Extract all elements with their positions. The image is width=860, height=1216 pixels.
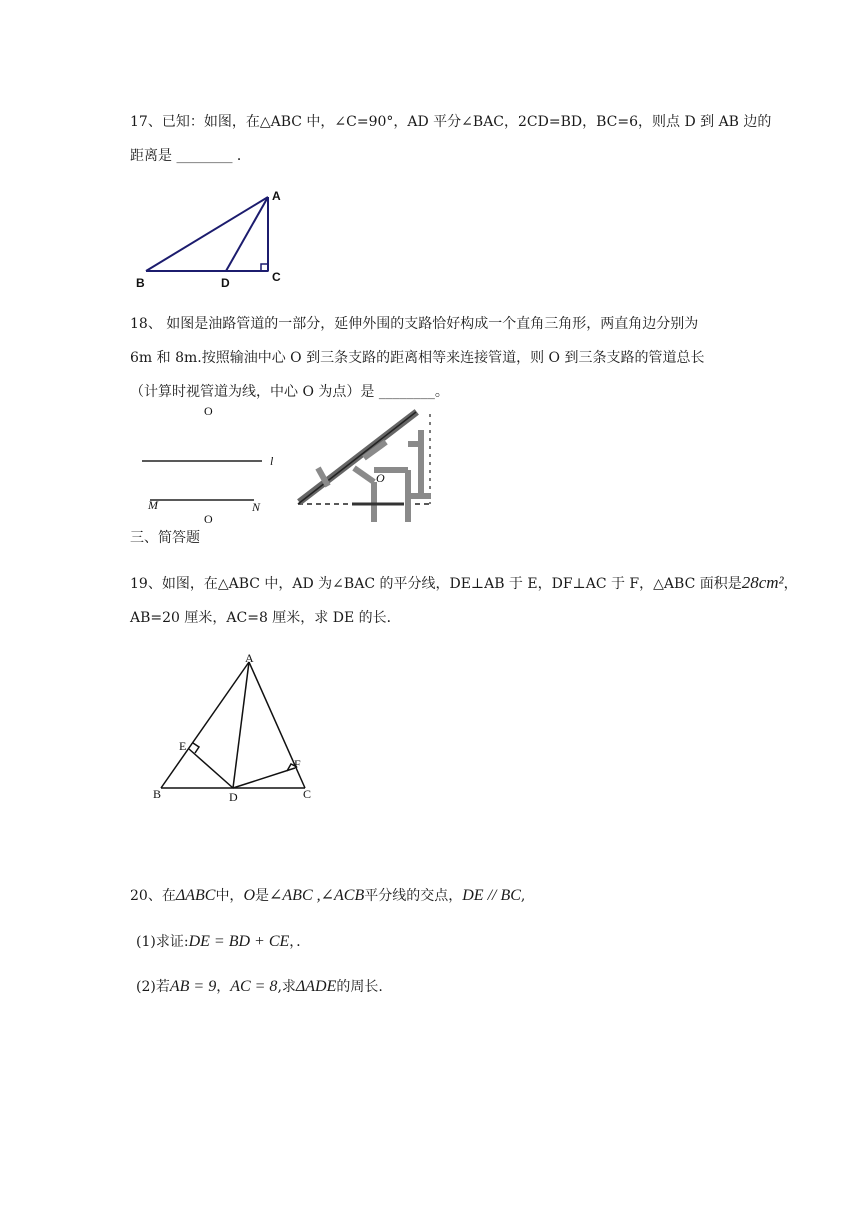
- q18-pipeline-figure: [296, 410, 446, 520]
- q17-line2: 距离是 ________ ．: [130, 148, 251, 164]
- q20-part1: [136, 932, 310, 952]
- q20-intro-end: ,: [520, 888, 526, 904]
- q20-comma: ，: [216, 979, 231, 995]
- q20-part2: [136, 977, 383, 997]
- q17-line1: 17、已知：如图，在△ABC 中，∠C=90°，AD 平分∠BAC，2CD=BD，BC=6，则点 D 到 AB 边的: [130, 114, 772, 130]
- q20-intro-b: 中，: [215, 888, 244, 904]
- q19-line1: [130, 573, 798, 594]
- q18-label-l: l: [270, 454, 274, 468]
- q18-label-m: M: [148, 498, 158, 512]
- q18-line2: 6m 和 8m.按照输油中心 O 到三条支路的距离相等来连接管道，则 O 到三条支路的管道总长: [130, 350, 705, 366]
- q19-label-b: B: [153, 787, 162, 801]
- q20-angles: ∠ABC ,∠ACB: [269, 887, 365, 904]
- q20-point-o: O: [243, 887, 255, 904]
- q19-label-e: E: [179, 739, 187, 753]
- q18-point-o-top: O: [204, 404, 213, 418]
- q17-label-c: C: [272, 270, 281, 284]
- q19-area-value: 28cm²: [741, 573, 784, 592]
- q18-label-n: N: [252, 500, 261, 514]
- q20-ab-equation: AB = 9: [169, 978, 217, 995]
- q20-intro-c: 是: [255, 888, 269, 904]
- q19-line1-tail: ，: [783, 576, 798, 592]
- q18-center-o: O: [376, 471, 385, 485]
- q20-part2-label: (2)若: [136, 979, 170, 995]
- q18-left-figure: [140, 404, 280, 526]
- q19-line2: AB=20 厘米，AC=8 厘米，求 DE 的长．: [130, 610, 401, 626]
- q19-label-c: C: [303, 787, 312, 801]
- q20-part1-end: ，．: [289, 934, 311, 950]
- q20-parallel: DE // BC: [462, 887, 521, 904]
- q19-label-f: F: [294, 757, 301, 771]
- q18-line1: 18、 如图是油路管道的一部分，延伸外围的支路恰好构成一个直角三角形，两直角边分别为: [130, 316, 699, 332]
- q20-triangle-abc: ΔABC: [175, 887, 216, 904]
- q19-line1-text: 19、如图，在△ABC 中，AD 为∠BAC 的平分线，DE⊥AB 于 E，DF⊥AC 于 F，△ABC 面积是: [130, 576, 742, 592]
- q20-part1-label: (1)求证:: [136, 934, 189, 950]
- q18-line3: （计算时视管道为线，中心 O 为点）是 ________。: [130, 384, 449, 400]
- q20-part1-equation: DE = BD + CE: [188, 933, 290, 950]
- q18-point-o-bottom: O: [204, 512, 213, 526]
- q20-part2-end: 的周长.: [336, 979, 383, 995]
- q17-label-a: A: [272, 189, 281, 203]
- q19-figure: [145, 650, 325, 810]
- q20-triangle-ade: ΔADE: [295, 978, 337, 995]
- q17-label-d: D: [221, 276, 230, 290]
- q19-label-d: D: [229, 790, 238, 804]
- q20-intro: [130, 886, 525, 906]
- q17-figure: [130, 185, 290, 295]
- q17-label-b: B: [136, 276, 145, 290]
- q20-intro-a: 20、在: [130, 888, 176, 904]
- q19-label-a: A: [245, 651, 254, 665]
- q20-part2-mid: ,求: [277, 979, 296, 995]
- q20-ac-equation: AC = 8: [230, 978, 278, 995]
- q20-intro-d: 平分线的交点，: [364, 888, 463, 904]
- section3-heading: 三、简答题: [130, 530, 200, 546]
